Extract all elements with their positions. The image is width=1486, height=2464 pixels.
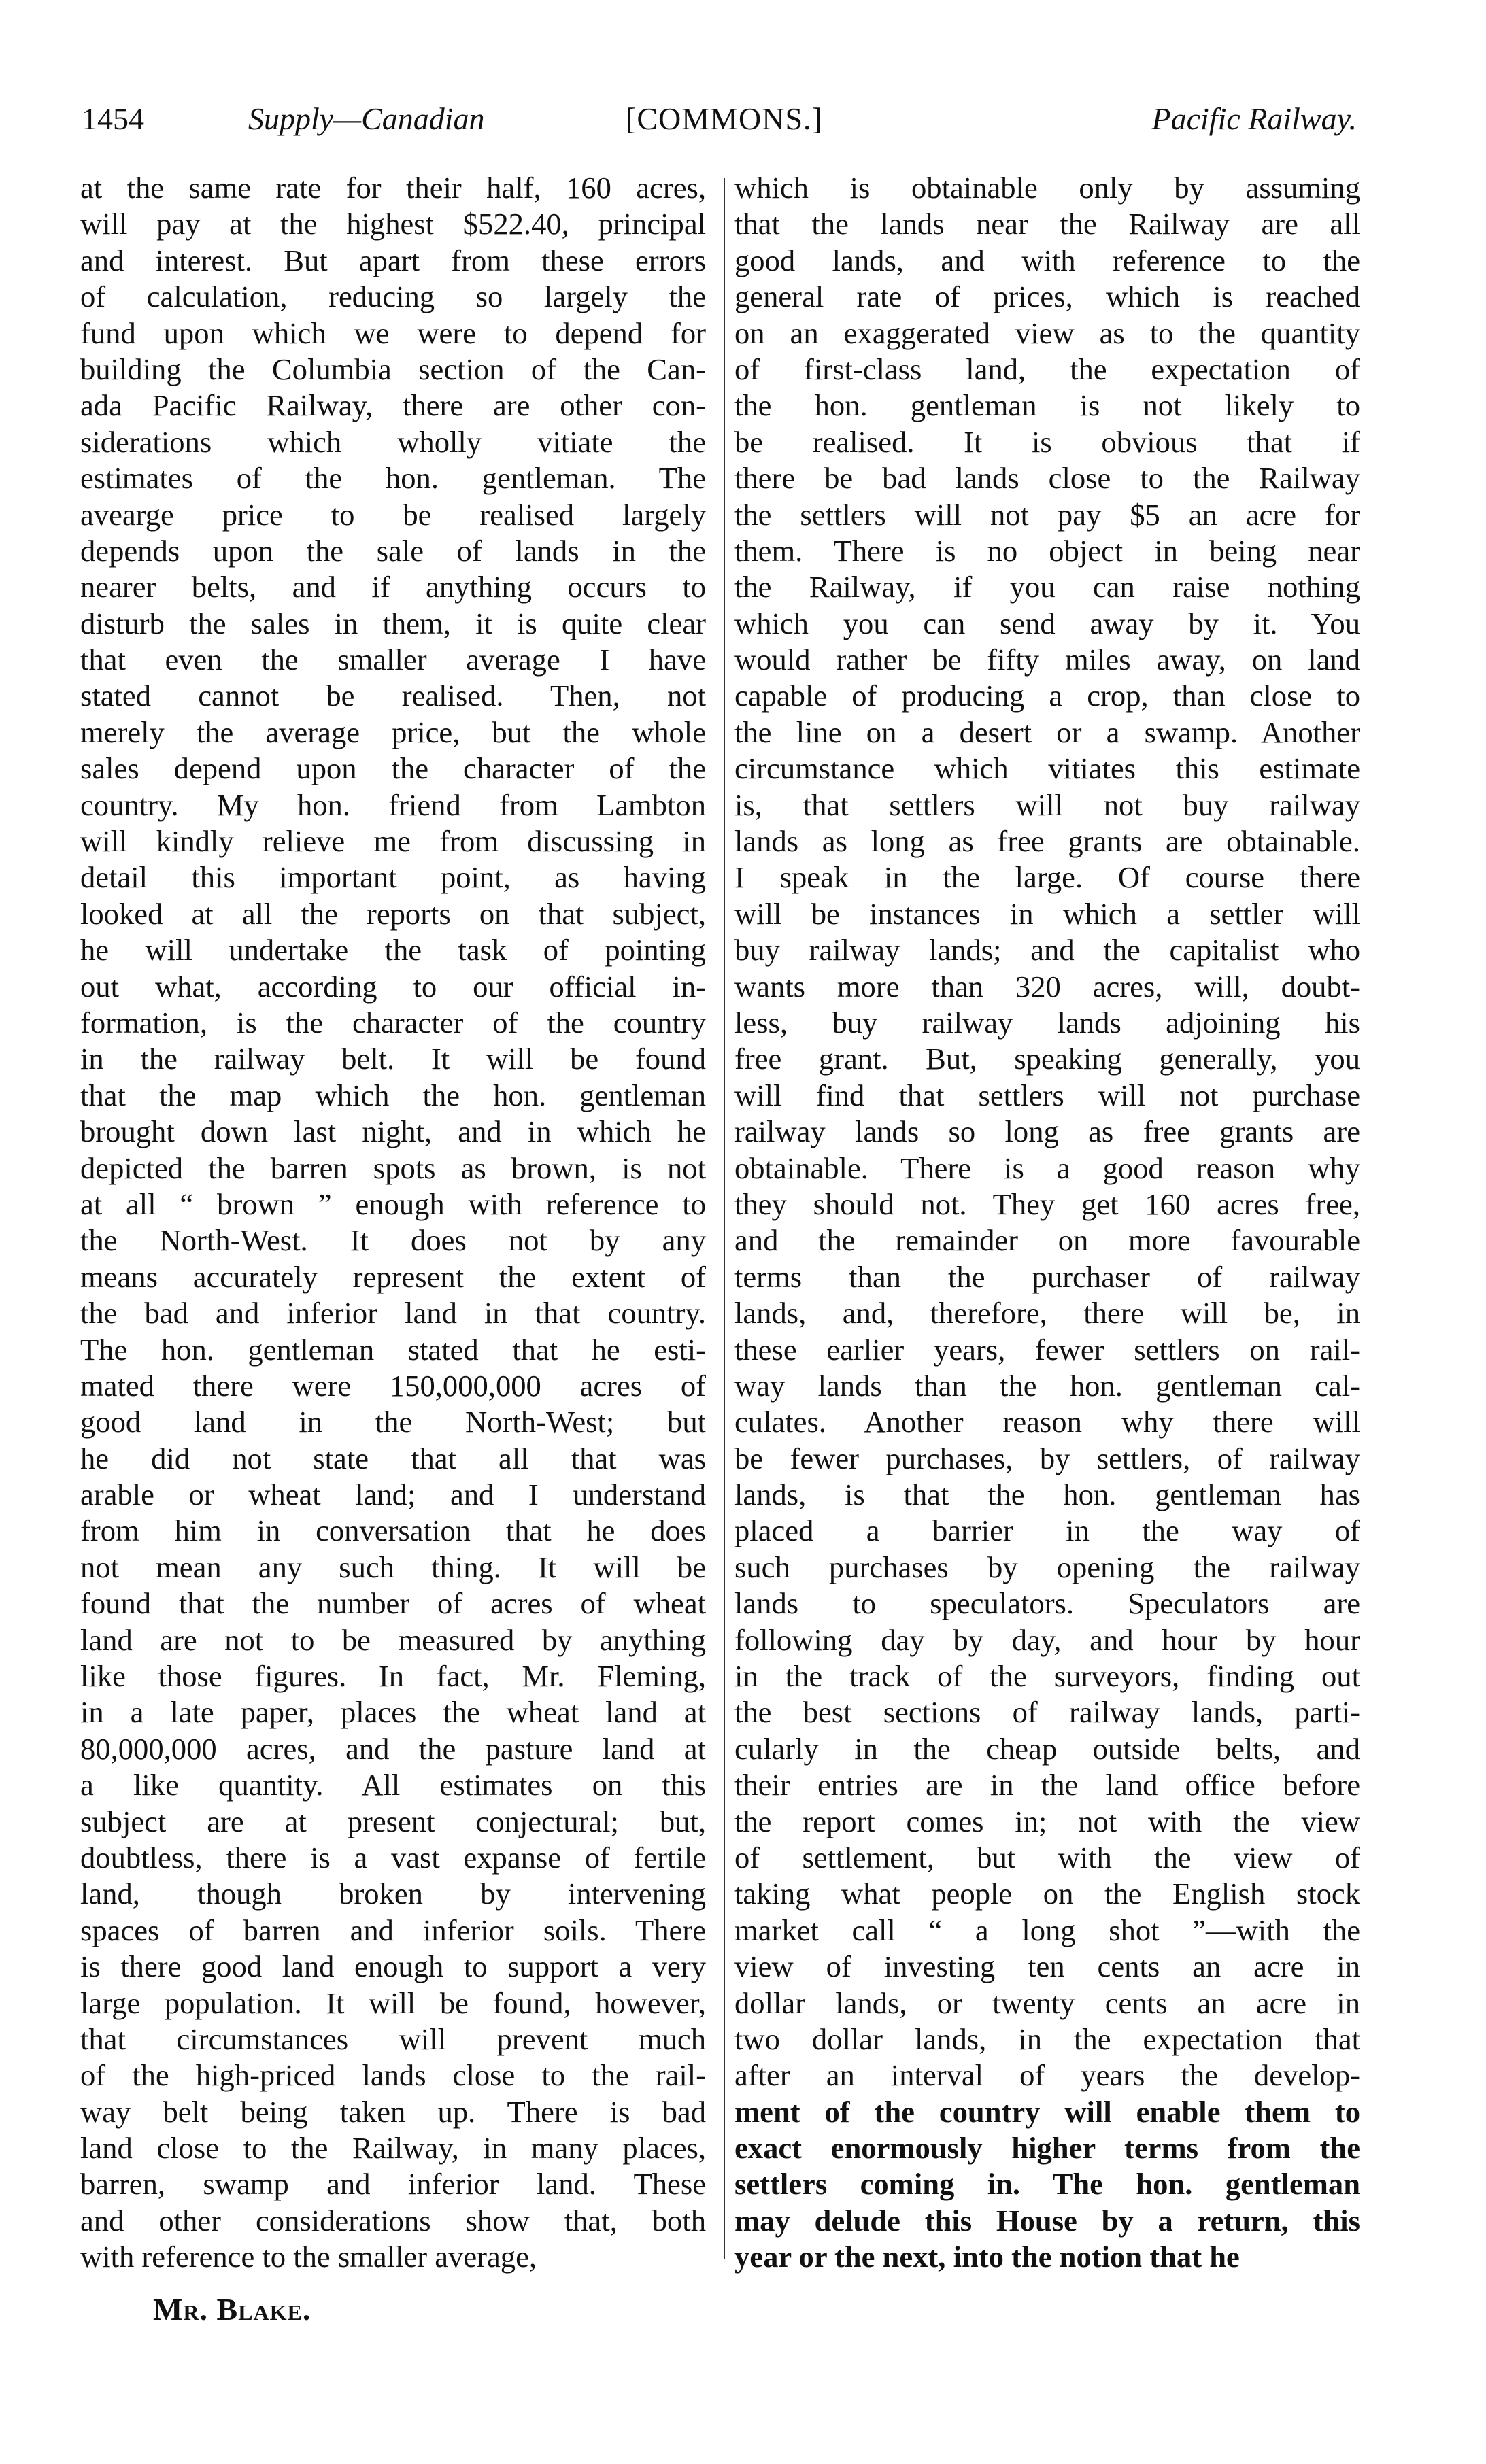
header-left-title: Supply—Canadian [248, 101, 485, 136]
text-line: lands, and, therefore, there will be, in [734, 1296, 1360, 1331]
text-line: land close to the Railway, in many places, [80, 2131, 706, 2166]
text-line: of settlement, but with the view of [734, 1840, 1360, 1875]
text-line: formation, is the character of the country [80, 1005, 706, 1040]
text-line: that circumstances will prevent much [80, 2021, 706, 2056]
text-line: in the railway belt. It will be found [80, 1042, 706, 1076]
text-line: in a late paper, places the wheat land at [80, 1695, 706, 1730]
text-line: avearge price to be realised largely [80, 497, 706, 532]
text-line: estimates of the hon. gentleman. The [80, 461, 706, 496]
text-line: looked at all the reports on that subject, [80, 896, 706, 931]
text-line: nearer belts, and if anything occurs to [80, 570, 706, 604]
text-line: the hon. gentleman is not likely to [734, 388, 1360, 423]
text-line: subject are at present conjectural; but, [80, 1804, 706, 1838]
text-line: exact enormously higher terms from the [734, 2131, 1360, 2166]
text-line: of first-class land, the expectation of [734, 352, 1360, 386]
text-line: culates. Another reason why there will [734, 1405, 1360, 1439]
text-line: these earlier years, fewer settlers on rail- [734, 1332, 1360, 1367]
text-line: way belt being taken up. There is bad [80, 2094, 706, 2129]
text-line: the best sections of railway lands, parti- [734, 1695, 1360, 1730]
text-line: he will undertake the task of pointing [80, 933, 706, 968]
text-line: which is obtainable only by assuming [734, 171, 1360, 205]
text-line: the settlers will not pay $5 an acre for [734, 497, 1360, 532]
text-line: not mean any such thing. It will be [80, 1550, 706, 1584]
text-line: that the lands near the Railway are all [734, 207, 1360, 241]
text-line: lands, is that the hon. gentleman has [734, 1477, 1360, 1512]
text-line: the North-West. It does not by any [80, 1223, 706, 1258]
text-line: settlers coming in. The hon. gentleman [734, 2167, 1360, 2202]
text-line: year or the next, into the notion that he [734, 2240, 1240, 2274]
text-line: lands to speculators. Speculators are [734, 1586, 1360, 1621]
text-line: found that the number of acres of wheat [80, 1586, 706, 1621]
text-line: stated cannot be realised. Then, not [80, 679, 706, 713]
text-line: ment of the country will enable them to [734, 2094, 1360, 2129]
text-line: ada Pacific Railway, there are other con- [80, 388, 706, 423]
text-line: arable or wheat land; and I understand [80, 1477, 706, 1512]
text-line: will pay at the highest $522.40, principal [80, 207, 706, 241]
text-line: and interest. But apart from these errors [80, 243, 706, 277]
text-line: free grant. But, speaking generally, you [734, 1042, 1360, 1076]
text-line: the bad and inferior land in that country. [80, 1296, 706, 1331]
text-line: of calculation, reducing so largely the [80, 279, 706, 314]
text-line: lands as long as free grants are obtainable. [734, 824, 1360, 859]
text-line: market call “ a long shot ”—with the [734, 1913, 1360, 1947]
text-line: country. My hon. friend from Lambton [80, 787, 706, 822]
text-line: from him in conversation that he does [80, 1513, 706, 1548]
text-line: less, buy railway lands adjoining his [734, 1005, 1360, 1040]
text-line: disturb the sales in them, it is quite clear [80, 606, 706, 640]
text-line: with reference to the smaller average, [80, 2240, 537, 2274]
text-line: is, that settlers will not buy railway [734, 787, 1360, 822]
text-line: sales depend upon the character of the [80, 751, 706, 786]
text-line: placed a barrier in the way of [734, 1513, 1360, 1548]
text-line: at all “ brown ” enough with reference to [80, 1186, 706, 1221]
running-header [82, 95, 1357, 143]
text-line: may delude this House by a return, this [734, 2203, 1360, 2238]
text-line: there be bad lands close to the Railway [734, 461, 1360, 496]
text-line: wants more than 320 acres, will, doubt- [734, 969, 1360, 1004]
text-line: will find that settlers will not purchase [734, 1078, 1360, 1112]
text-line: buy railway lands; and the capitalist who [734, 933, 1360, 968]
text-line: good land in the North-West; but [80, 1405, 706, 1439]
text-line: terms than the purchaser of railway [734, 1259, 1360, 1294]
text-line: which you can send away by it. You [734, 606, 1360, 640]
text-line: view of investing ten cents an acre in [734, 1949, 1360, 1984]
text-line: a like quantity. All estimates on this [80, 1768, 706, 1802]
text-line: building the Columbia section of the Can- [80, 352, 706, 386]
text-line: out what, according to our official in- [80, 969, 706, 1004]
text-line: railway lands so long as free grants are [734, 1114, 1360, 1149]
text-line: at the same rate for their half, 160 acres, [80, 171, 706, 205]
text-line: mated there were 150,000,000 acres of [80, 1368, 706, 1403]
text-line: spaces of barren and inferior soils. There [80, 1913, 706, 1947]
text-line: dollar lands, or twenty cents an acre in [734, 1985, 1360, 2020]
text-line: two dollar lands, in the expectation that [734, 2021, 1360, 2056]
text-line: that even the smaller average I have [80, 643, 706, 677]
text-line: detail this important point, as having [80, 860, 706, 895]
text-line: capable of producing a crop, than close to [734, 679, 1360, 713]
right-column [734, 170, 1360, 2276]
text-line: and other considerations show that, both [80, 2203, 706, 2238]
text-line: be realised. It is obvious that if [734, 424, 1360, 459]
text-line: their entries are in the land office before [734, 1768, 1360, 1802]
text-line: the line on a desert or a swamp. Another [734, 715, 1360, 749]
text-line: such purchases by opening the railway [734, 1550, 1360, 1584]
text-line: I speak in the large. Of course there [734, 860, 1360, 895]
text-line: on an exaggerated view as to the quantity [734, 315, 1360, 350]
text-line: the Railway, if you can raise nothing [734, 570, 1360, 604]
text-line: cularly in the cheap outside belts, and [734, 1731, 1360, 1766]
text-line: circumstance which vitiates this estimate [734, 751, 1360, 786]
text-line: large population. It will be found, however, [80, 1985, 706, 2020]
text-line: obtainable. There is a good reason why [734, 1150, 1360, 1185]
text-line: means accurately represent the extent of [80, 1259, 706, 1294]
text-line: the report comes in; not with the view [734, 1804, 1360, 1838]
text-line: of the high-priced lands close to the rail- [80, 2058, 706, 2093]
text-line: he did not state that all that was [80, 1441, 706, 1475]
text-line: and the remainder on more favourable [734, 1223, 1360, 1258]
text-line: in the track of the surveyors, finding out [734, 1659, 1360, 1694]
text-line: them. There is no object in being near [734, 533, 1360, 568]
text-line: depends upon the sale of lands in the [80, 533, 706, 568]
text-line: merely the average price, but the whole [80, 715, 706, 749]
text-line: way lands than the hon. gentleman cal- [734, 1368, 1360, 1403]
text-line: like those figures. In fact, Mr. Fleming, [80, 1659, 706, 1694]
page-number: 1454 [82, 101, 144, 136]
text-line: doubtless, there is a vast expanse of fertile [80, 1840, 706, 1875]
text-line: land, though broken by intervening [80, 1877, 706, 1911]
text-line: The hon. gentleman stated that he esti- [80, 1332, 706, 1367]
text-line: 80,000,000 acres, and the pasture land at [80, 1731, 706, 1766]
text-columns [80, 170, 1372, 2346]
speaker-signature: Mr. Blake. [153, 2292, 311, 2327]
text-line: fund upon which we were to depend for [80, 315, 706, 350]
header-right-title: Pacific Railway. [1151, 101, 1357, 136]
left-column [80, 170, 706, 2276]
text-line: will kindly relieve me from discussing in [80, 824, 706, 859]
text-line: barren, swamp and inferior land. These [80, 2167, 706, 2202]
text-line: that the map which the hon. gentleman [80, 1078, 706, 1112]
text-line: general rate of prices, which is reached [734, 279, 1360, 314]
text-line: siderations which wholly vitiate the [80, 424, 706, 459]
text-line: depicted the barren spots as brown, is not [80, 1150, 706, 1185]
text-line: be fewer purchases, by settlers, of railway [734, 1441, 1360, 1475]
text-line: following day by day, and hour by hour [734, 1622, 1360, 1657]
text-line: taking what people on the English stock [734, 1877, 1360, 1911]
text-line: good lands, and with reference to the [734, 243, 1360, 277]
text-line: they should not. They get 160 acres free, [734, 1186, 1360, 1221]
text-line: brought down last night, and in which he [80, 1114, 706, 1149]
text-line: land are not to be measured by anything [80, 1622, 706, 1657]
text-line: after an interval of years the develop- [734, 2058, 1360, 2093]
header-center-title: [COMMONS.] [626, 101, 823, 136]
text-line: is there good land enough to support a very [80, 1949, 706, 1984]
text-line: will be instances in which a settler will [734, 896, 1360, 931]
text-line: would rather be fifty miles away, on land [734, 643, 1360, 677]
